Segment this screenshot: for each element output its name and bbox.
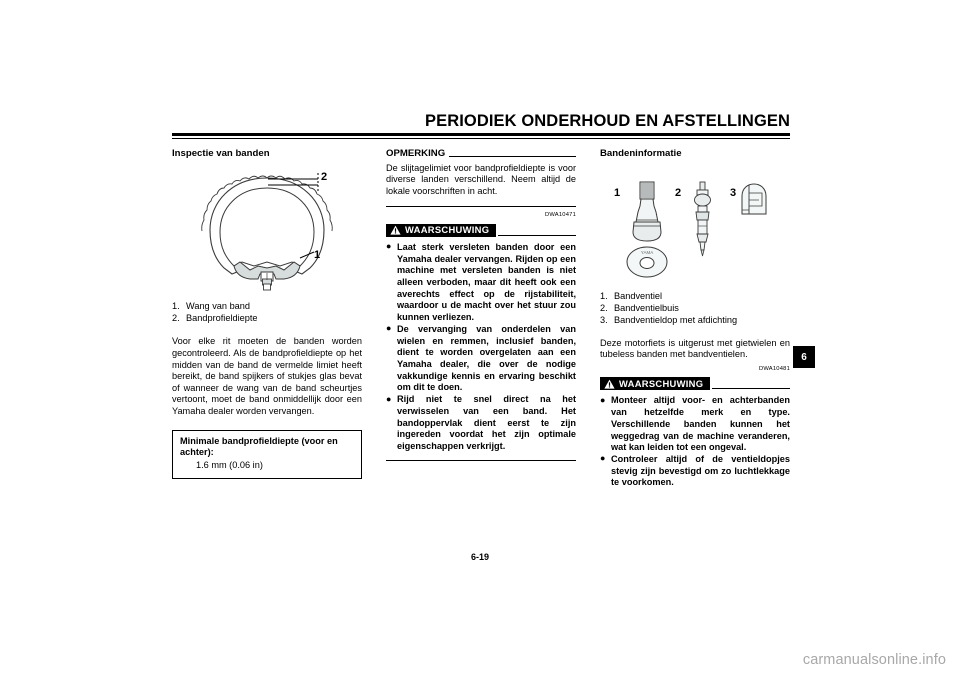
warning-label: WAARSCHUWING [619, 377, 704, 389]
legend-item [600, 290, 790, 302]
legend-number: 1. [172, 301, 180, 311]
bullet-text: Laat sterk versleten banden door een Yamaha dealer vervangen. Rijden op een machine met versleten banden is niet alleen verboden, maar dit heeft ook een averechts effect op de rijstabiliteit, waardoor u de macht over het stuur zou kunnen verliezen. [397, 241, 576, 323]
spec-value: 1.6 mm (0.06 in) [196, 460, 263, 471]
warning-header [600, 377, 790, 390]
bullet-text: Rijd niet te snel direct na het verwisselen van een band. Het bandoppervlak dient eerst te zijn ingereden voordat het zijn optimale eigenschappen verkrijgt. [397, 394, 576, 451]
tire-cross-section-figure [172, 166, 362, 294]
legend-number: 2. [600, 303, 608, 314]
legend-label: Bandventielbuis [614, 303, 679, 314]
column-middle [386, 148, 576, 461]
legend-number: 2. [172, 313, 180, 324]
warning-bottom-rule [386, 460, 576, 462]
legend-item [600, 314, 790, 326]
bullet-icon: ● [386, 323, 392, 334]
header-rule-thin [172, 138, 790, 139]
tire-valve-figure [600, 166, 790, 286]
warning-banner [386, 224, 496, 237]
section-title-tire-inspection: Inspectie van banden [172, 148, 270, 159]
valve-callout-2: 2 [675, 187, 682, 199]
note-text: De slijtagelimiet voor bandprofieldiepte is voor diverse landen verschillend. Neem altijd de lokale voorschriften in acht. [386, 162, 576, 196]
note-label: OPMERKING [386, 148, 446, 159]
legend-item [600, 302, 790, 314]
legend-label: Bandprofieldiepte [186, 313, 258, 324]
warning-banner [600, 377, 710, 390]
figure-callout-1: 1 [314, 249, 321, 261]
warning-triangle-icon [604, 379, 615, 389]
warning-bullet-list [600, 395, 790, 489]
warning-code: DWA10471 [544, 212, 576, 219]
legend-label: Bandventieldop met afdichting [614, 315, 738, 326]
tire-inspection-paragraph: Voor elke rit moeten de banden worden gecontroleerd. Als de bandprofieldiepte op het midden van de band de vermelde limiet heeft bereikt, de band spijkers of stukjes glas bevat of wanneer de wang van de band scheurtjes vertoont, moet de band onmiddellijk door een Yamaha dealer worden vervangen. [172, 336, 362, 416]
valve-callout-3: 3 [730, 187, 737, 199]
list-item [600, 454, 790, 489]
valve-callout-1: 1 [614, 187, 621, 199]
spec-label: Minimale bandprofieldiepte (voor en achter): [180, 435, 338, 458]
page-number: 6-19 [470, 552, 489, 562]
svg-text:YAMA: YAMA [640, 250, 654, 255]
legend-number: 1. [600, 291, 608, 301]
legend-item [172, 300, 362, 312]
tire-cross-section-icon [172, 166, 362, 294]
header-rule-thick [172, 133, 790, 136]
warning-label: WAARSCHUWING [405, 224, 490, 236]
bullet-text: Controleer altijd of de ventieldopjes stevig zijn bevestigd om zo luchtlekkage te voorkomen. [611, 453, 790, 488]
list-item [600, 395, 790, 454]
list-item [386, 394, 576, 453]
page-title: PERIODIEK ONDERHOUD EN AFSTELLINGEN [425, 112, 790, 130]
warning-triangle-icon [390, 225, 401, 235]
page-header [172, 112, 790, 139]
warning-header [386, 224, 576, 237]
legend-label: Bandventiel [614, 291, 663, 301]
minimum-tread-depth-spec-box [172, 430, 362, 479]
bullet-text: De vervanging van onderdelen van wielen en remmen, inclusief banden, dient te worden overgelaten aan een Yamaha dealer, die over de nodige vakkundige kennis en ervaring beschikt om dit te doen. [397, 323, 576, 393]
site-watermark: carmanualsonline.info [802, 652, 946, 668]
warning-bullet-list [386, 242, 576, 453]
legend-number: 3. [600, 315, 608, 326]
chapter-tab-6: 6 [793, 346, 815, 368]
bullet-icon: ● [386, 393, 392, 404]
note-header [386, 148, 576, 160]
warning-rule [498, 235, 576, 236]
list-item [386, 324, 576, 394]
warning-code: DWA10481 [758, 365, 790, 372]
legend-item [172, 312, 362, 324]
legend-label: Wang van band [186, 301, 251, 311]
content-columns [172, 148, 790, 528]
tire-valve-parts-icon [600, 166, 790, 286]
bullet-icon: ● [600, 453, 606, 464]
warning-rule [712, 388, 790, 389]
bullet-text: Monteer altijd voor- en achterbanden van hetzelfde merk en type. Verschillende banden kunnen het weggedrag van de machine veranderen, wat kan leiden tot een ongeval. [611, 395, 790, 453]
valve-figure-legend [600, 290, 790, 327]
tire-figure-legend [172, 300, 362, 324]
bullet-icon: ● [386, 241, 392, 252]
bullet-icon: ● [600, 394, 606, 405]
tire-information-paragraph: Deze motorfiets is uitgerust met gietwielen en tubeless banden met bandventielen. [600, 337, 790, 360]
list-item [386, 242, 576, 324]
column-right [600, 148, 790, 489]
note-rule [449, 156, 576, 157]
note-bottom-rule [386, 206, 576, 207]
column-left [172, 148, 362, 479]
figure-callout-2: 2 [321, 171, 328, 183]
section-title-tire-information: Bandeninformatie [600, 148, 682, 159]
